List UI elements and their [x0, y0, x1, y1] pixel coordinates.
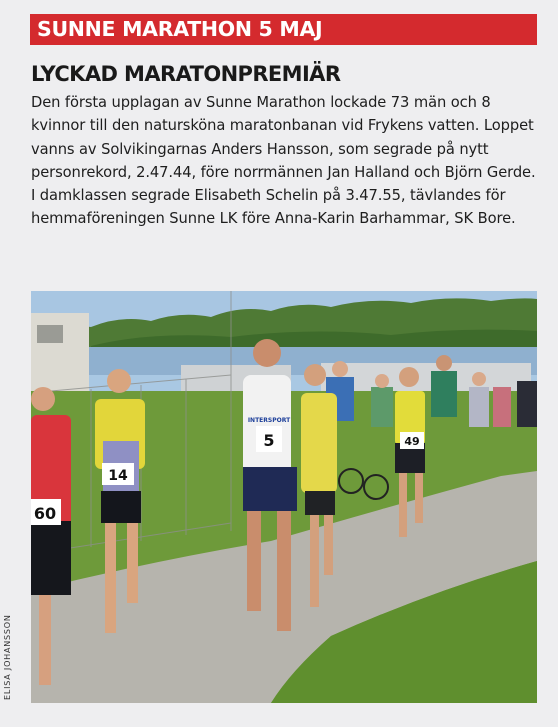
bib-number: 60	[33, 504, 57, 523]
article-body	[31, 91, 546, 231]
article-paragraph: I damklassen segrade Elisabeth Schelin på 3.47.55, tävlandes för hemmaföreningen Sunne LK före Anna-Karin Barhammar, SK Bore.	[31, 187, 516, 228]
article-headline: LYCKAD MARATONPREMIÄR	[31, 62, 341, 86]
race-photo	[31, 291, 537, 703]
bib-number: 49	[404, 435, 420, 448]
sponsor-text: INTERSPORT	[247, 417, 291, 424]
photo-credit: ELISA JOHANSSON	[3, 614, 12, 700]
section-banner: SUNNE MARATHON 5 MAJ	[30, 14, 537, 45]
bib-number: 5	[263, 431, 275, 450]
bib-number: 14	[108, 468, 128, 484]
article-paragraph: Den första upplagan av Sunne Marathon lockade 73 män och 8 kvinnor till den natursköna maratonbanan vid Frykens vatten. Loppet vanns av Solvikingarnas Anders Hansson, som segrade på nytt personrekord, 2.47.44, före norrmännen Jan Halland och Björn Gerde.	[31, 94, 536, 181]
